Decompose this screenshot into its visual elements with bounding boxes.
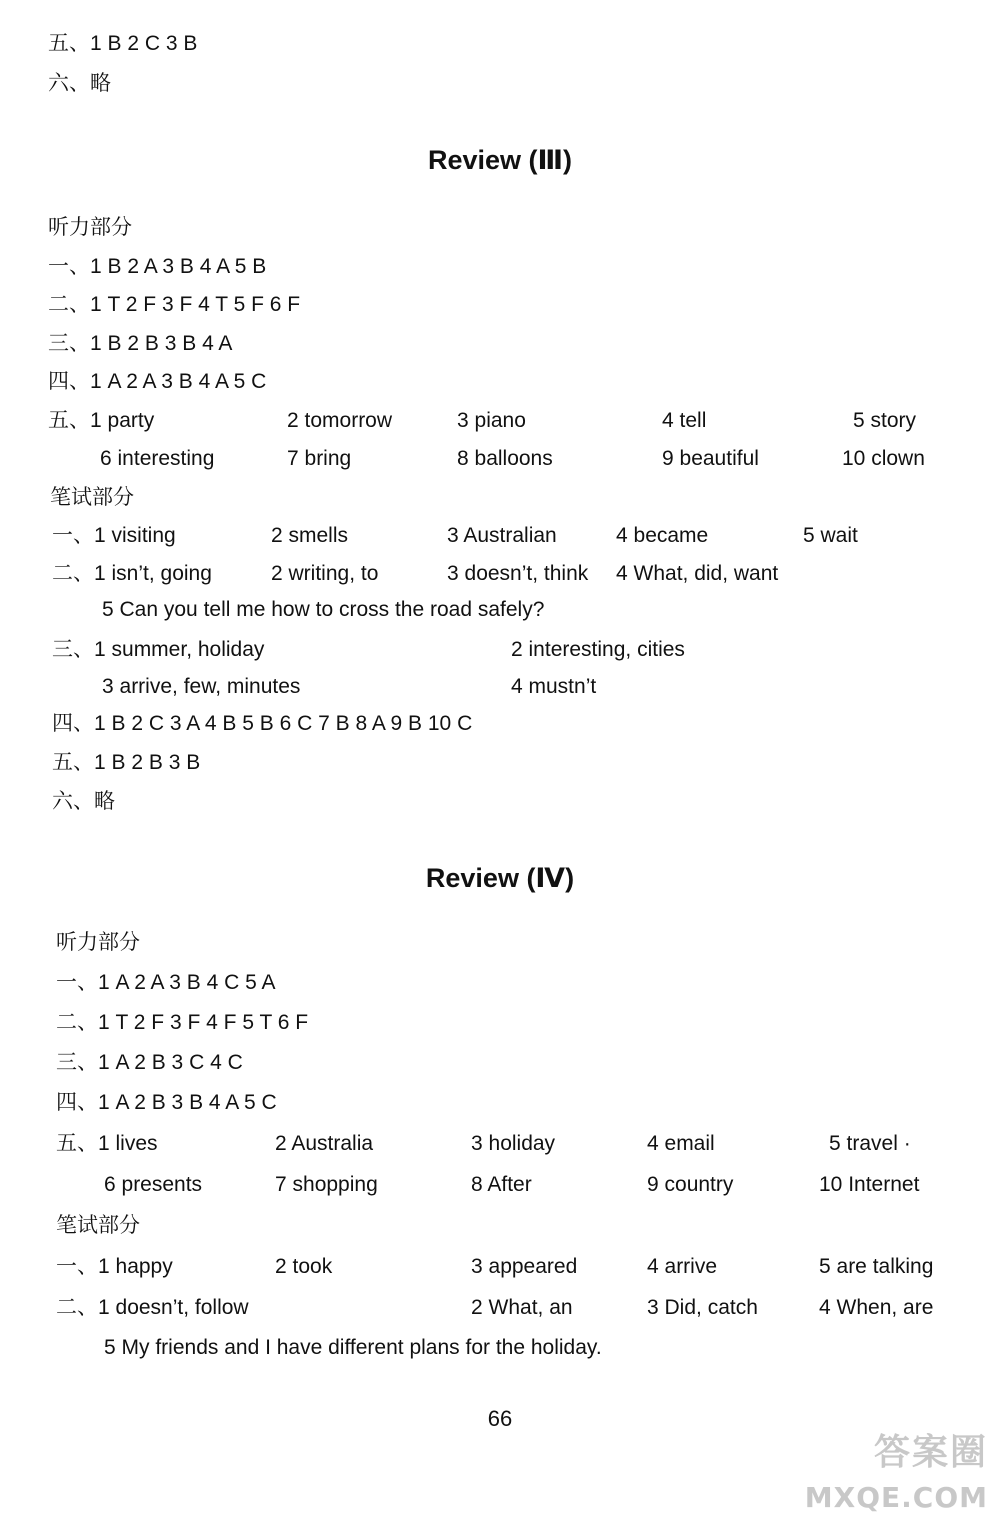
answer-cell: 3 Did, catch (647, 1296, 758, 1319)
answer-text: 三、1 summer, holiday (52, 638, 265, 661)
watermark-bottom-text: MXQE.COM (804, 1481, 988, 1514)
answer-text: 三、1 A 2 B 3 C 4 C (56, 1051, 243, 1074)
answer-cell: 2 interesting, cities (511, 638, 685, 661)
answer-text: 一、1 happy (56, 1255, 173, 1278)
answer-cell: 8 balloons (457, 447, 553, 470)
answer-cell: 9 country (647, 1173, 734, 1196)
answer-cell: 3 appeared (471, 1255, 578, 1278)
label-text: 听力部分 (48, 216, 132, 239)
answer-cell: 4 tell (662, 409, 707, 432)
answer-text: 二、1 T 2 F 3 F 4 T 5 F 6 F (48, 293, 301, 316)
answer-text: 5 My friends and I have different plans for the holiday. (104, 1336, 602, 1359)
answer-text: 四、1 A 2 A 3 B 4 A 5 C (48, 370, 267, 393)
answer-text: 六、略 (48, 72, 111, 95)
answer-cell: 3 piano (457, 409, 526, 432)
answer-cell: 4 became (616, 524, 709, 547)
answer-text: 六、略 (52, 790, 115, 813)
answer-cell: 7 bring (287, 447, 352, 470)
answer-cell: 5 travel · (829, 1132, 911, 1155)
answer-text: 二、1 doesn’t, follow (56, 1296, 249, 1319)
answer-cell: 10 Internet (819, 1173, 920, 1196)
answer-cell: 4 What, did, want (616, 562, 779, 585)
answer-cell: 5 story (853, 409, 917, 432)
label-text: 笔试部分 (50, 486, 134, 509)
page-number: 66 (487, 1406, 513, 1431)
answer-cell: 2 Australia (275, 1132, 374, 1155)
answer-cell: 4 arrive (647, 1255, 718, 1278)
label-text: 笔试部分 (56, 1214, 140, 1237)
answer-text: 一、1 visiting (52, 524, 176, 547)
section-title-review-4: Review (Ⅳ) (425, 863, 575, 893)
answer-cell: 2 tomorrow (287, 409, 393, 432)
answer-text: 五、1 party (48, 409, 155, 432)
answer-cell: 10 clown (842, 447, 925, 470)
answer-text: 二、1 isn’t, going (52, 562, 212, 585)
section-title-review-3: Review (Ⅲ) (427, 145, 573, 175)
answer-text: 五、1 B 2 C 3 B (48, 32, 198, 55)
answer-text: 三、1 B 2 B 3 B 4 A (48, 332, 233, 355)
answer-text: 五、1 B 2 B 3 B (52, 751, 201, 774)
answer-cell: 3 arrive, few, minutes (102, 675, 301, 698)
answer-cell: 5 wait (803, 524, 858, 547)
answer-cell: 4 email (647, 1132, 715, 1155)
answer-text: 5 Can you tell me how to cross the road safely? (102, 598, 545, 621)
answer-cell: 7 shopping (275, 1173, 378, 1196)
answer-cell: 6 presents (104, 1173, 203, 1196)
answer-text: 四、1 B 2 C 3 A 4 B 5 B 6 C 7 B 8 A 9 B 10 C (52, 712, 473, 735)
answer-cell: 3 doesn’t, think (447, 562, 589, 585)
answer-cell: 6 interesting (100, 447, 215, 470)
answer-cell: 9 beautiful (662, 447, 759, 470)
answer-text: 四、1 A 2 B 3 B 4 A 5 C (56, 1091, 277, 1114)
answer-text: 一、1 B 2 A 3 B 4 A 5 B (48, 255, 267, 278)
answer-text: 二、1 T 2 F 3 F 4 F 5 T 6 F (56, 1011, 309, 1034)
answer-cell: 3 holiday (471, 1132, 556, 1155)
answer-cell: 2 What, an (471, 1296, 573, 1319)
answer-cell: 2 smells (271, 524, 349, 547)
watermark-logo (778, 1424, 988, 1514)
answer-cell: 2 took (275, 1255, 333, 1278)
answer-cell: 5 are talking (819, 1255, 934, 1278)
answer-cell: 3 Australian (447, 524, 557, 547)
answer-cell: 8 After (471, 1173, 532, 1196)
answer-cell: 2 writing, to (271, 562, 379, 585)
answer-cell: 4 When, are (819, 1296, 934, 1319)
answer-text: 一、1 A 2 A 3 B 4 C 5 A (56, 971, 276, 994)
answer-text: 五、1 lives (56, 1132, 158, 1155)
label-text: 听力部分 (56, 931, 140, 954)
answer-cell: 4 mustn’t (511, 675, 597, 698)
watermark-top-text: 答案圈 (873, 1432, 988, 1473)
